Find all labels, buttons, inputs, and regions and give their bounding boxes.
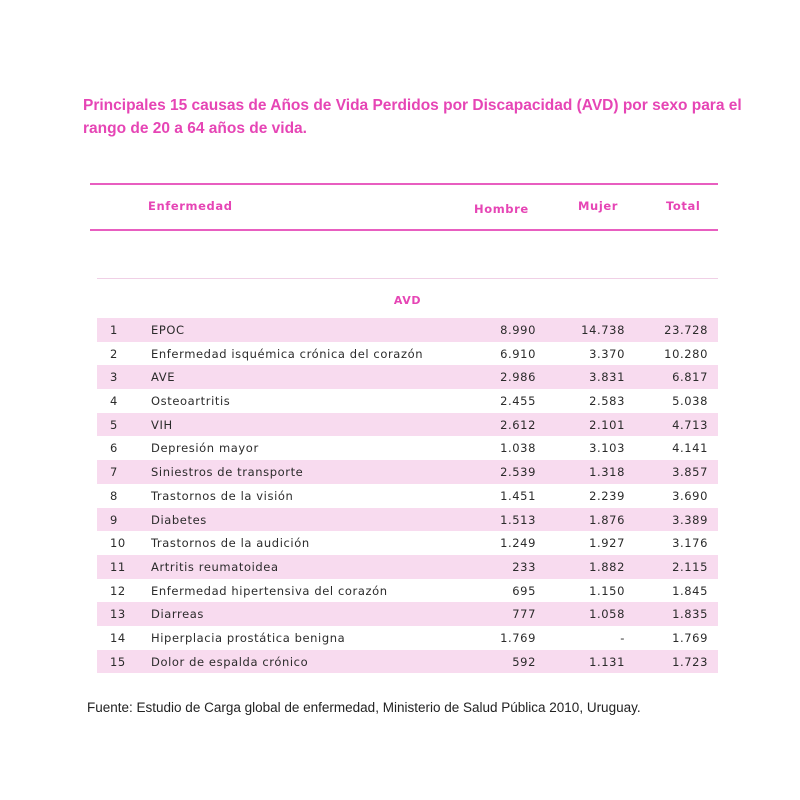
- row-number: 14: [110, 630, 126, 645]
- row-number: 13: [110, 607, 126, 622]
- hombre-value: 1.451: [500, 488, 536, 503]
- table-body: [97, 318, 718, 673]
- row-number: 7: [110, 465, 118, 480]
- hombre-value: 1.038: [500, 441, 536, 456]
- table-row: [97, 484, 718, 508]
- row-number: 1: [110, 323, 118, 337]
- row-number: 12: [110, 583, 126, 598]
- mujer-value: 14.738: [581, 323, 625, 337]
- table-row: [97, 602, 718, 626]
- disease-name: Enfermedad isquémica crónica del corazón: [151, 346, 424, 361]
- hombre-value: 695: [512, 583, 536, 598]
- row-number: 9: [110, 512, 118, 527]
- hombre-value: 2.455: [500, 394, 536, 409]
- hombre-value: 1.249: [500, 536, 536, 551]
- total-value: 3.857: [672, 465, 708, 480]
- mujer-value: 2.583: [589, 394, 625, 409]
- hombre-value: 777: [512, 607, 536, 622]
- mujer-value: 1.131: [589, 654, 625, 669]
- disease-name: Siniestros de transporte: [151, 465, 304, 480]
- table-row: [97, 389, 718, 413]
- table-row: [97, 413, 718, 437]
- hombre-value: 2.539: [500, 465, 536, 480]
- total-value: 3.690: [672, 488, 708, 503]
- disease-name: Trastornos de la visión: [151, 488, 294, 503]
- disease-name: Artritis reumatoidea: [151, 559, 279, 574]
- hombre-value: 8.990: [500, 323, 536, 337]
- mujer-value: 1.318: [589, 465, 625, 480]
- total-value: 6.817: [672, 370, 708, 385]
- mujer-value: 3.103: [589, 441, 625, 456]
- hombre-value: 592: [512, 654, 536, 669]
- mujer-value: 1.058: [589, 607, 625, 622]
- total-value: 1.845: [672, 583, 708, 598]
- disease-name: AVE: [151, 370, 176, 385]
- table-row: [97, 318, 718, 342]
- disease-name: Diarreas: [151, 607, 205, 622]
- mujer-value: 3.370: [589, 346, 625, 361]
- row-number: 10: [110, 536, 126, 551]
- table-row: [97, 555, 718, 579]
- hombre-value: 1.513: [500, 512, 536, 527]
- table-section-divider: [97, 278, 718, 279]
- total-value: 1.835: [672, 607, 708, 622]
- mujer-value: 1.876: [589, 512, 625, 527]
- mujer-value: -: [620, 630, 625, 645]
- table-top-rule: [90, 183, 718, 185]
- hombre-value: 6.910: [500, 346, 536, 361]
- header-total: Total: [666, 199, 701, 213]
- page-title: Principales 15 causas de Años de Vida Perdidos por Discapacidad (AVD) por sexo para el rango de 20 a 64 años de vida.: [83, 97, 742, 137]
- row-number: 15: [110, 654, 126, 669]
- row-number: 4: [110, 394, 118, 409]
- row-number: 2: [110, 346, 118, 361]
- hombre-value: 233: [512, 559, 536, 574]
- hombre-value: 1.769: [500, 630, 536, 645]
- row-number: 11: [110, 559, 126, 574]
- total-value: 2.115: [672, 559, 708, 574]
- row-number: 5: [110, 417, 118, 432]
- mujer-value: 2.239: [589, 488, 625, 503]
- mujer-value: 1.927: [589, 536, 625, 551]
- hombre-value: 2.986: [500, 370, 536, 385]
- disease-name: Hiperplacia prostática benigna: [151, 630, 346, 645]
- table-header-rule: [90, 229, 718, 231]
- total-value: 5.038: [672, 394, 708, 409]
- total-value: 3.176: [672, 536, 708, 551]
- table-row: [97, 508, 718, 532]
- mujer-value: 1.150: [589, 583, 625, 598]
- total-value: 10.280: [664, 346, 708, 361]
- total-value: 1.769: [672, 630, 708, 645]
- table-row: [97, 436, 718, 460]
- disease-name: Dolor de espalda crónico: [151, 654, 309, 669]
- table-row: [97, 342, 718, 366]
- row-number: 8: [110, 488, 118, 503]
- table-row: [97, 365, 718, 389]
- disease-name: Trastornos de la audición: [151, 536, 310, 551]
- total-value: 1.723: [672, 654, 708, 669]
- table-row: [97, 626, 718, 650]
- header-hombre: Hombre: [474, 202, 529, 216]
- source-note: Fuente: Estudio de Carga global de enfermedad, Ministerio de Salud Pública 2010, Uruguay.: [87, 700, 641, 715]
- disease-name: EPOC: [151, 323, 185, 337]
- disease-name: VIH: [151, 417, 173, 432]
- table-row: [97, 650, 718, 674]
- hombre-value: 2.612: [500, 417, 536, 432]
- table-row: [97, 579, 718, 603]
- mujer-value: 3.831: [589, 370, 625, 385]
- disease-name: Enfermedad hipertensiva del corazón: [151, 583, 388, 598]
- disease-name: Diabetes: [151, 512, 207, 527]
- total-value: 3.389: [672, 512, 708, 527]
- total-value: 23.728: [664, 323, 708, 337]
- table-row: [97, 531, 718, 555]
- table-row: [97, 460, 718, 484]
- disease-name: Osteoartritis: [151, 394, 231, 409]
- total-value: 4.713: [672, 417, 708, 432]
- mujer-value: 2.101: [589, 417, 625, 432]
- section-label: AVD: [393, 294, 422, 307]
- total-value: 4.141: [672, 441, 708, 456]
- disease-name: Depresión mayor: [151, 441, 259, 456]
- row-number: 6: [110, 441, 118, 456]
- mujer-value: 1.882: [589, 559, 625, 574]
- row-number: 3: [110, 370, 118, 385]
- header-enfermedad: Enfermedad: [148, 199, 233, 213]
- header-mujer: Mujer: [578, 199, 619, 213]
